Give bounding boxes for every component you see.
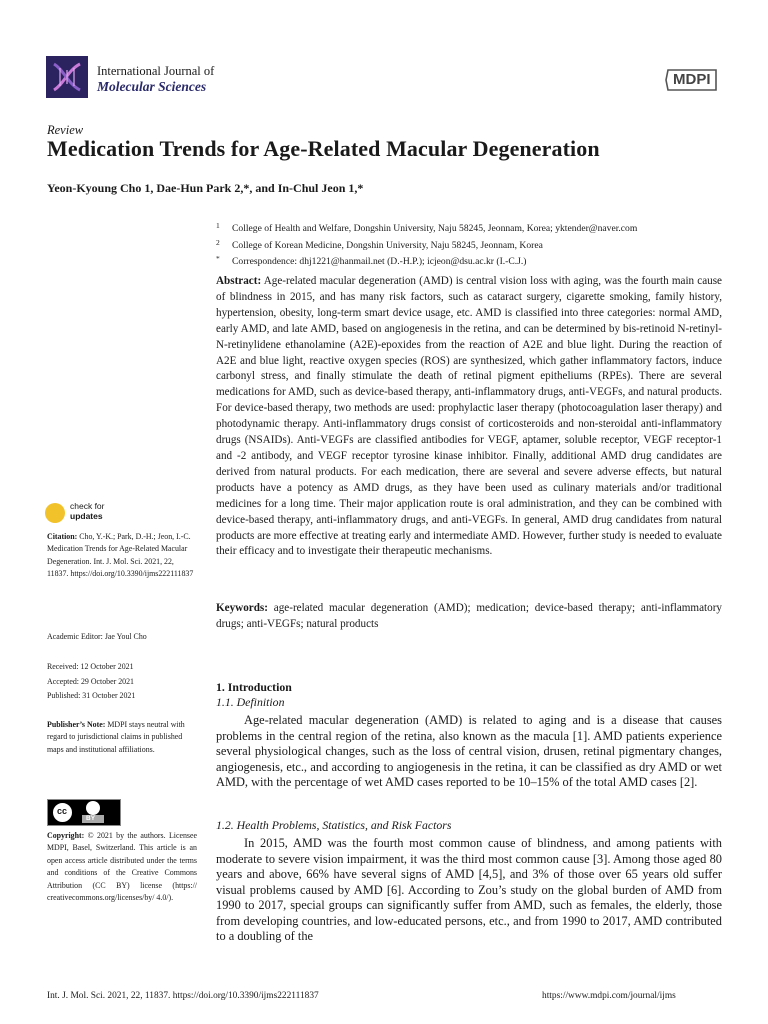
check-updates-icon	[45, 503, 65, 523]
paragraph-health-problems: In 2015, AMD was the fourth most common cause of blindness, and among patients with moderate to severe vision impairment, it was the third most common cause [3]. Among those aged 80 years and above, 66% have several signs of AMD [4,5], and 3% of those over 65 years old suffer visual problems caused by AMD [6]. According to Zou’s study on the global burden of AMD from 1990 to 2017, special groups can significantly suffer from AMD, such as females, the elderly, those from developing countries, and low-educated persons, etc., and from 1990 to 2017, AMD contributed to a doubling of the	[216, 836, 722, 943]
article-title: Medication Trends for Age-Related Macular Degeneration	[47, 136, 600, 161]
citation-text: Cho, Y.-K.; Park, D.-H.; Jeon, I.-C. Medication Trends for Age-Related Macular Degeneration. Int. J. Mol. Sci. 2021, 22, 11837. https://doi.org/10.3390/ijms222111837	[47, 532, 194, 579]
check-line1: check for	[70, 501, 105, 511]
correspondence: * Correspondence: dhj1221@hanmail.net (D.-H.P.); icjeon@dsu.ac.kr (I.-C.J.)	[216, 254, 527, 267]
abstract	[216, 274, 722, 560]
citation-label: Citation:	[47, 532, 78, 541]
paragraph-definition: Age-related macular degeneration (AMD) is related to aging and is a disease that causes problems in the central region of the retina, also known as the macula [1]. AMD patients experience several physiological changes, such as the loss of central vision, drusen, retinal pigmentary changes, angiogenesis, etc., and according to angiogenesis in the retina, it can be classified as dry AMD or wet AMD, with the percentage of wet AMD cases reported to be 10–15% of the total AMD cases [2].	[216, 713, 722, 789]
heading-introduction: 1. Introduction	[216, 680, 292, 694]
footer-journal-link[interactable]: https://www.mdpi.com/journal/ijms	[542, 991, 676, 1001]
publishers-note	[47, 719, 197, 756]
cc-by-text: BY	[86, 815, 96, 822]
cc-by-license-icon[interactable]: cc BY	[47, 799, 121, 826]
keywords	[216, 601, 722, 633]
article-type: Review	[47, 123, 84, 137]
authors: Yeon-Kyoung Cho 1, Dae-Hun Park 2,*, and In-Chul Jeon 1,*	[47, 181, 364, 195]
received-date: Received: 12 October 2021	[47, 662, 134, 671]
keywords-text: age-related macular degeneration (AMD); medication; device-based therapy; anti-inflammatory drugs; anti-VEGFs; natural products	[216, 602, 722, 630]
note-text: MDPI stays neutral with regard to jurisdictional claims in published maps and institutional affiliations.	[47, 720, 185, 754]
copyright-text: © 2021 by the authors. Licensee MDPI, Basel, Switzerland. This article is an open access article distributed under the terms and conditions of the Creative Commons Attribution (CC BY) license (https:// creativecommons.org/licenses/by/ 4.0/).	[47, 831, 197, 903]
journal-logo-icon	[46, 56, 88, 98]
heading-definition: 1.1. Definition	[216, 695, 285, 709]
citation	[47, 531, 197, 581]
abstract-label: Abstract:	[216, 275, 262, 287]
affiliation-1: 1 College of Health and Welfare, Dongshin University, Naju 58245, Jeonnam, Korea; yktender@naver.com	[216, 221, 638, 234]
journal-name	[97, 64, 214, 94]
copyright	[47, 830, 197, 904]
copyright-label: Copyright:	[47, 831, 85, 840]
check-line2: updates	[70, 511, 103, 521]
journal-line2: Molecular Sciences	[97, 79, 207, 94]
mdpi-text: MDPI	[673, 71, 711, 88]
keywords-label: Keywords:	[216, 602, 268, 614]
abstract-text: Age-related macular degeneration (AMD) is central vision loss with aging, was the fourth main cause of blindness in 2015, and has many risk factors, such as cataract surgery, cigarette smoking, family history, hypertension, obesity, long-term smart device usage, etc. AMD is classified into three categories: normal AMD, early AMD, and late AMD, based on angiogenesis in the retina, and can be determined by bis-retinoid N-retinyl-N-retinylidene ethanolamine (A2E)-epoxides from the reaction of A2E and blue light. During the reaction of A2E and blue light, reactive oxygen species (ROS) are synthesized, which gather inflammatory factors, induce carbonyl stress, and finally stimulate the death of retinal pigment epitheliums (RPEs). There are several medications for AMD, such as device-based therapy, anti-inflammatory drugs, anti-VEGFs, and natural products. For device-based therapy, two methods are used: prophylactic laser therapy (photocoagulation laser therapy) and photodynamic therapy. Anti-inflammatory drugs consist of corticosteroids and non-steroidal anti-inflammatory drugs (NSAIDs). Anti-VEGFs are classified antibodies for VEGF, aptamer, soluble receptor, VEGF receptor-1 and -2 antibody, and VEGF receptor tyrosine kinase inhibitor. Finally, additional AMD drug candidates are derived from natural products. For each medication, there are several and severe adverse effects, but natural products have a potency as AMD drugs, as they have been used as culinary materials and/or traditional medicines for a long time. Their major application route is oral administration, and they can be combined with device-based therapy, anti-inflammatory drugs, and anti-VEGFs. In general, AMD drug candidates from natural products are more effective at treating early and intermediate AMD. However, further study is needed to evaluate their efficacy and to investigate their therapeutic mechanisms.	[216, 275, 722, 558]
published-date: Published: 31 October 2021	[47, 691, 136, 700]
academic-editor: Academic Editor: Jae Youl Cho	[47, 632, 147, 641]
footer-citation: Int. J. Mol. Sci. 2021, 22, 11837. https://doi.org/10.3390/ijms222111837	[47, 991, 319, 1001]
mdpi-logo	[664, 68, 720, 97]
journal-line1: International Journal of	[97, 64, 215, 78]
affiliations	[216, 219, 637, 269]
note-label: Publisher’s Note:	[47, 720, 106, 729]
affiliation-2: 2 College of Korean Medicine, Dongshin University, Naju 58245, Jeonnam, Korea	[216, 237, 543, 251]
heading-health-problems: 1.2. Health Problems, Statistics, and Risk Factors	[216, 818, 452, 832]
accepted-date: Accepted: 29 October 2021	[47, 677, 134, 686]
